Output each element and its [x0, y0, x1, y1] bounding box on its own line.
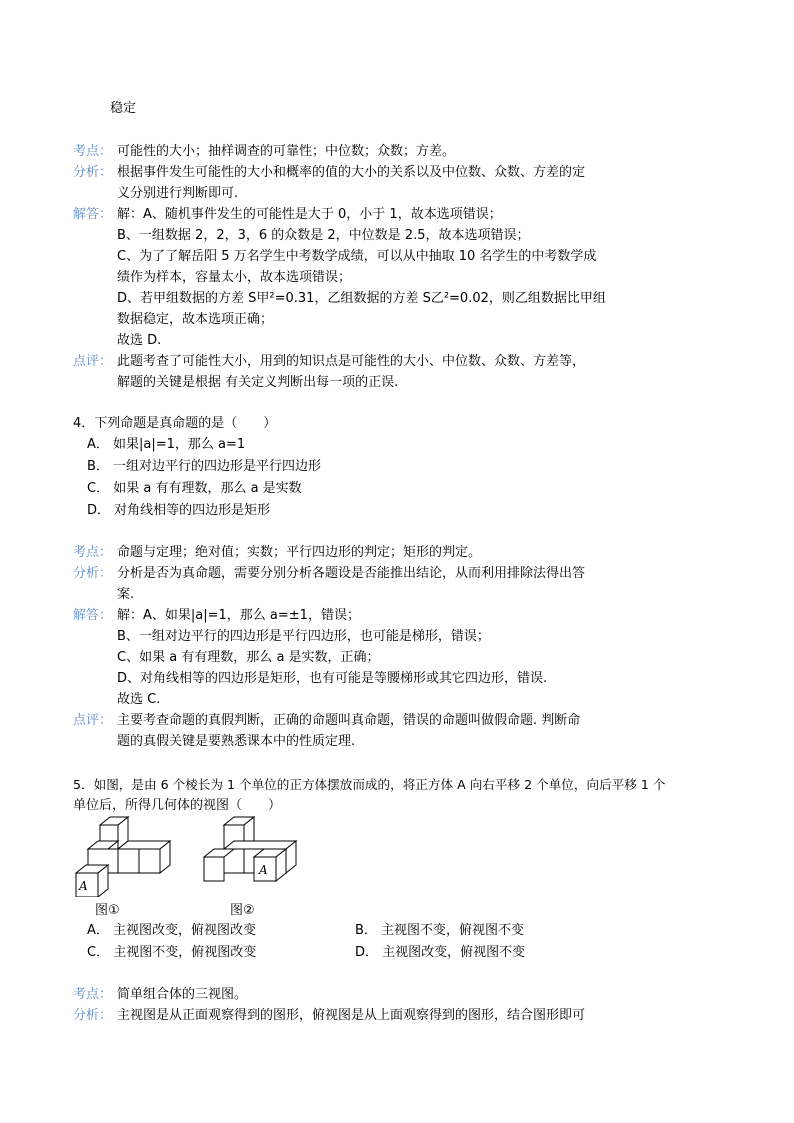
kaodian-text: 可能性的大小；抽样调查的可靠性；中位数；众数；方差。	[117, 144, 456, 159]
dianping-line: 主要考查命题的真假判断，正确的命题叫真命题，错误的命题叫做假命题. 判断命	[117, 713, 581, 728]
dianping-line: 此题考查了可能性大小，用到的知识点是可能性的大小、中位数、众数、方差等，	[117, 354, 586, 369]
figure-2-cube-stack	[202, 815, 302, 887]
jieda-line: 解：A、随机事件发生的可能性是大于 0，小于 1，故本选项错误；	[117, 207, 502, 222]
jieda-line: 数据稳定，故本选项正确；	[117, 312, 274, 327]
fenxi-line: 案.	[117, 587, 135, 602]
question-4-stem: 4．下列命题是真命题的是（ ）	[73, 416, 277, 431]
jieda-line: D、若甲组数据的方差 S甲²=0.31，乙组数据的方差 S乙²=0.02，则乙组数据比甲组	[117, 291, 606, 306]
question-5-stem: 单位后，所得几何体的视图（ ）	[73, 798, 282, 813]
fenxi-line: 义分别进行判断即可.	[117, 186, 239, 201]
jieda-line: D、对角线相等的四边形是矩形，也有可能是等腰梯形或其它四边形，错误.	[117, 671, 548, 686]
question-5-option-d: D． 主视图改变，俯视图不变	[355, 945, 526, 960]
question-5-option-a: A． 主视图改变，俯视图改变	[87, 923, 257, 938]
kaodian-label: 考点：	[73, 987, 113, 1002]
previous-answer-continuation: 稳定	[110, 101, 137, 116]
dianping-label: 点评：	[73, 354, 113, 369]
question-5-stem: 5．如图，是由 6 个棱长为 1 个单位的正方体摆放而成的，将正方体 A 向右平移 2 个单位，向后平移 1 个	[73, 777, 666, 792]
question-5-option-b: B． 主视图不变，俯视图不变	[355, 923, 525, 938]
jieda-label: 解答：	[73, 207, 113, 222]
fenxi-label: 分析：	[73, 1008, 113, 1023]
fenxi-label: 分析：	[73, 165, 113, 180]
figure-2-caption: 图②	[230, 903, 255, 918]
jieda-line: 绩作为样本，容量太小，故本选项错误；	[117, 270, 352, 285]
figure-1-caption: 图①	[95, 903, 120, 918]
jieda-line: B、一组数据 2，2，3，6 的众数是 2，中位数是 2.5，故本选项错误；	[117, 228, 530, 243]
kaodian-text: 命题与定理；绝对值；实数；平行四边形的判定；矩形的判定。	[117, 545, 482, 560]
question-5-option-c: C． 主视图不变，俯视图改变	[87, 945, 257, 960]
question-4-option-b: B． 一组对边平行的四边形是平行四边形	[87, 459, 322, 474]
question-4-option-d: D． 对角线相等的四边形是矩形	[87, 503, 271, 518]
jieda-line: 故选 C.	[117, 692, 161, 707]
cube-a-label: A	[259, 863, 268, 877]
question-4-option-c: C． 如果 a 有有理数，那么 a 是实数	[87, 481, 302, 496]
fenxi-label: 分析：	[73, 566, 113, 581]
fenxi-line: 分析是否为真命题，需要分别分析各题设是否能推出结论，从而利用排除法得出答	[117, 566, 586, 581]
question-4-option-a: A． 如果|a|=1，那么 a=1	[87, 437, 246, 452]
dianping-label: 点评：	[73, 713, 113, 728]
dianping-line: 题的真假关键是要熟悉课本中的性质定理.	[117, 734, 356, 749]
kaodian-label: 考点：	[73, 545, 113, 560]
jieda-line: B、一组对边平行的四边形是平行四边形，也可能是梯形，错误；	[117, 629, 490, 644]
kaodian-label: 考点：	[73, 144, 113, 159]
jieda-label: 解答：	[73, 608, 113, 623]
jieda-line: 故选 D.	[117, 333, 162, 348]
cube-a-label: A	[79, 879, 88, 893]
jieda-line: C、如果 a 有有理数，那么 a 是实数，正确；	[117, 650, 380, 665]
fenxi-line: 主视图是从正面观察得到的图形，俯视图是从上面观察得到的图形，结合图形即可	[117, 1008, 586, 1023]
kaodian-text: 简单组合体的三视图。	[117, 987, 248, 1002]
jieda-line: C、为了了解岳阳 5 万名学生中考数学成绩，可以从中抽取 10 名学生的中考数学成	[117, 249, 597, 264]
dianping-line: 解题的关键是根据 有关定义判断出每一项的正误.	[117, 375, 399, 390]
fenxi-line: 根据事件发生可能性的大小和概率的值的大小的关系以及中位数、众数、方差的定	[117, 165, 586, 180]
jieda-line: 解：A、如果|a|=1，那么 a=±1，错误；	[117, 608, 360, 623]
